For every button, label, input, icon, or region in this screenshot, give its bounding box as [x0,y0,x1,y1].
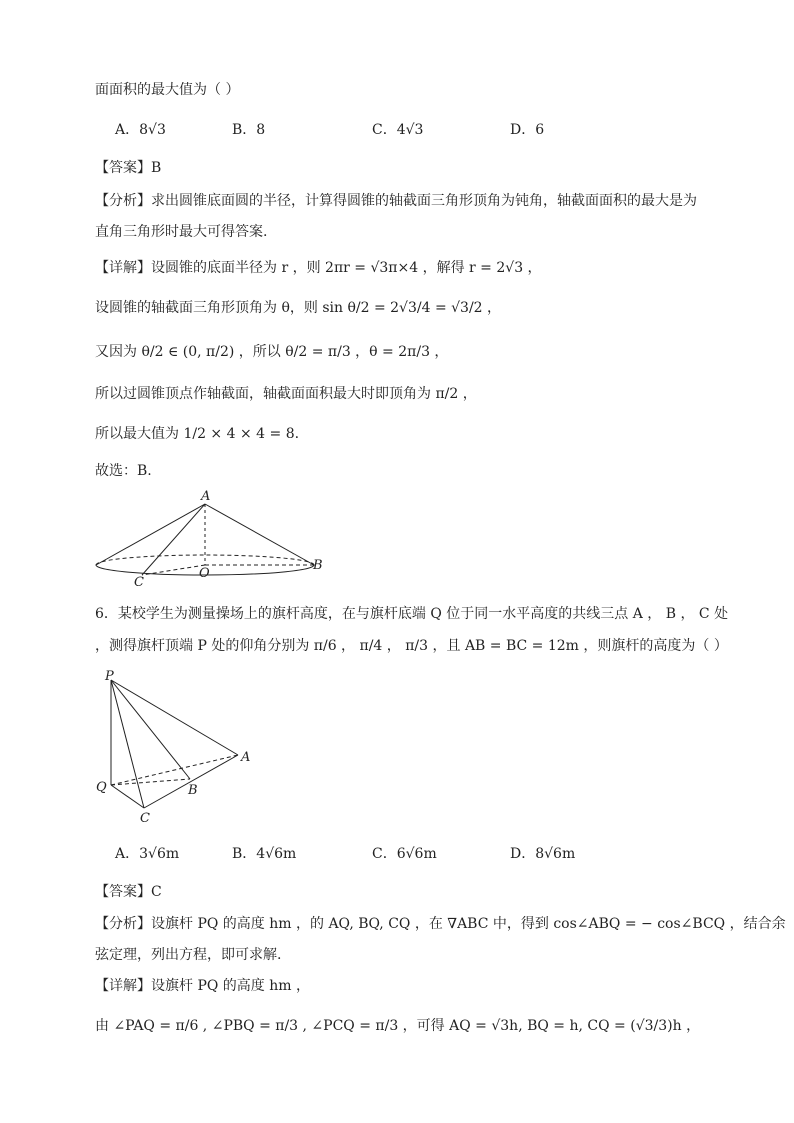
q6-option-b: B．4√6m [232,846,297,862]
q5-choose: 故选：B. [95,463,152,479]
q6-answer: 【答案】C [95,884,162,900]
flag-label-b: B [188,783,198,798]
line-cba [144,755,238,808]
flag-label-p: P [105,669,114,684]
q5-analysis-line-1: 【分析】求出圆锥底面圆的半径，计算得圆锥的轴截面三角形顶角为钝角，轴截面面积的最大是为 [95,193,697,209]
flag-label-q: Q [96,780,107,795]
q6-option-c: C．6√6m [372,846,437,862]
q5-detail-line-3: 又因为 θ/2 ∈ (0, π/2) ，所以 θ/2 = π/3 ，θ = 2π/3 ， [95,344,449,360]
cone-radius-oc [142,565,205,575]
q5-option-d: D．6 [510,122,545,138]
q6-stem-line-2: ，测得旗杆顶端 P 处的仰角分别为 π/6 ， π/4 ， π/3 ，且 AB = BC = 12m ，则旗杆的高度为（ ） [95,638,728,654]
q5-stem-tail: 面面积的最大值为（ ） [95,82,240,98]
q5-detail-line-1: 【详解】设圆锥的底面半径为 r ，则 2πr = √3π×4 ，解得 r = 2√3 ， [95,260,542,276]
flag-label-c: C [140,811,150,826]
q5-option-a: A．8√3 [115,122,166,138]
q6-detail-line-1: 【详解】设旗杆 PQ 的高度 hm ， [95,978,310,994]
q5-analysis-line-2: 直角三角形时最大可得答案. [95,224,268,240]
line-qb-dashed [111,779,190,785]
q6-detail-line-2: 由 ∠PAQ = π/6 , ∠PBQ = π/3 , ∠PCQ = π/3 ，可得 AQ = √3h, BQ = h, CQ = (√3/3)h ， [95,1018,701,1034]
q5-detail-line-2: 设圆锥的轴截面三角形顶角为 θ，则 sin θ/2 = 2√3/4 = √3/2 ， [95,300,502,316]
cone-label-o: O [199,566,210,581]
cone-label-a: A [201,489,211,504]
flagpole-figure [92,668,262,828]
cone-label-b: B [313,558,323,573]
flag-label-a: A [241,750,251,765]
q5-detail-line-5: 所以最大值为 1/2 × 4 × 4 = 8. [95,426,300,442]
q6-analysis-line-1: 【分析】设旗杆 PQ 的高度 hm ，的 AQ, BQ, CQ ，在 ∇ABC 中，得到 cos∠ABQ = − cos∠BCQ ，结合余 [95,916,786,932]
q6-option-a: A．3√6m [115,846,180,862]
q6-stem-line-1: 6．某校学生为测量操场上的旗杆高度，在与旗杆底端 Q 位于同一水平高度的共线三点 A ， B ， C 处 [95,606,729,622]
q5-option-b: B．8 [232,122,266,138]
line-pb [111,680,190,779]
line-pa [111,680,238,755]
q6-analysis-line-2: 弦定理，列出方程，即可求解. [95,947,282,963]
q5-detail-line-4: 所以过圆锥顶点作轴截面，轴截面面积最大时即顶角为 π/2 ， [95,386,477,402]
q5-option-c: C．4√3 [372,122,424,138]
cone-generatrix-ac [142,504,205,575]
cone-figure [90,488,330,588]
cone-label-c: C [134,575,144,590]
q5-answer: 【答案】B [95,160,162,176]
q6-option-d: D．8√6m [510,846,576,862]
